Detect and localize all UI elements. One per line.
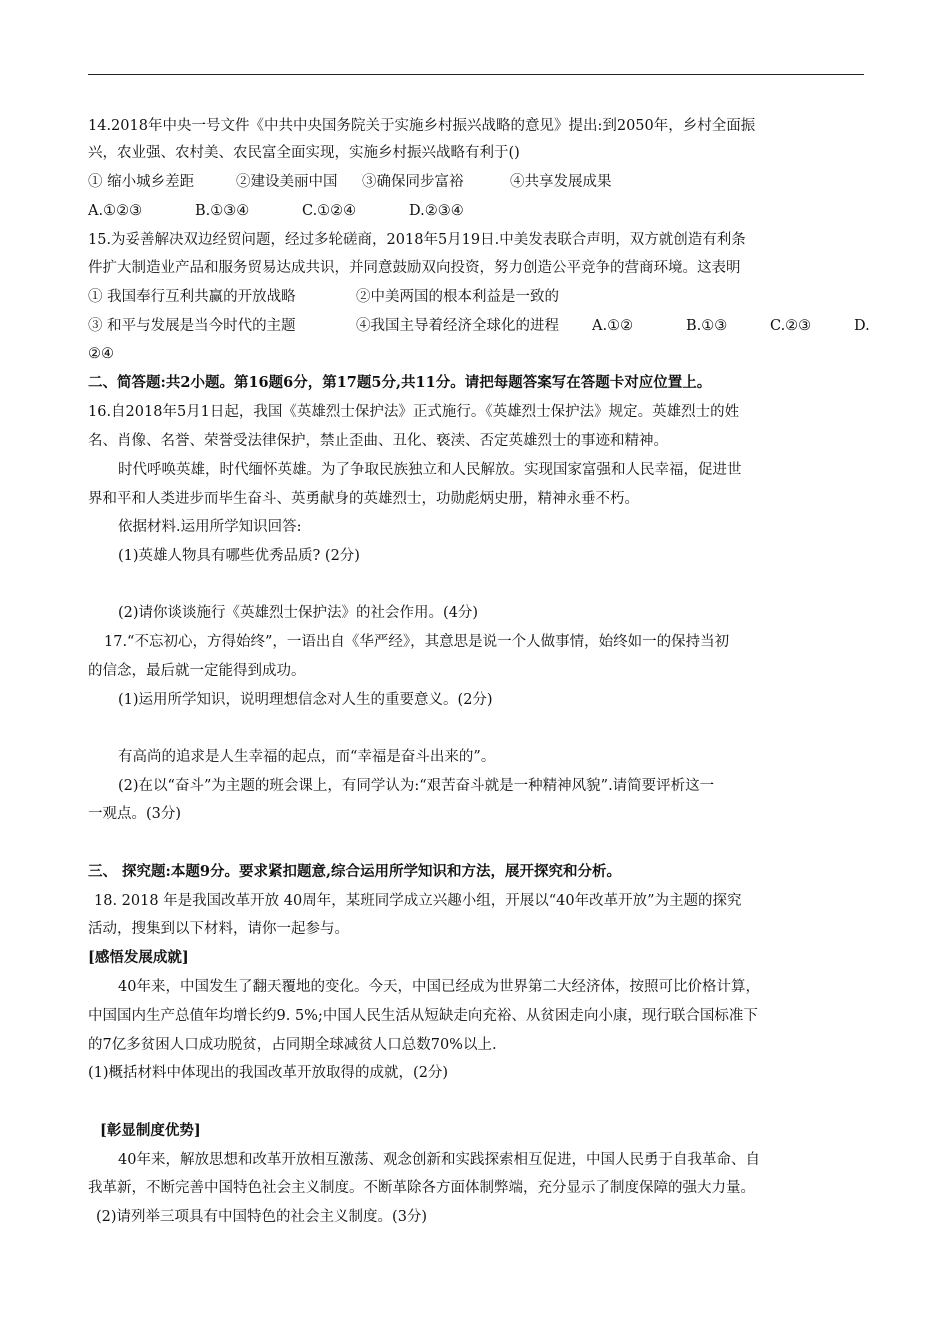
q14-options — [88, 172, 612, 192]
q17-sub2-line2: 一观点。(3分) — [88, 806, 182, 822]
q17-stem-line1: 17.“不忘初心，方得始终”，一语出自《华严经》，其意思是说一个人做事情，始终如一的保持当初 — [104, 634, 730, 650]
q15-options-row2 — [88, 316, 870, 336]
q16-material-line3: 时代呼唤英雄，时代缅怀英雄。为了争取民族独立和人民解放。实现国家富强和人民幸福，促进世 — [118, 462, 742, 478]
q14-choice-a: A.①②③ — [88, 203, 143, 219]
section3-heading: 三、 探究题:本题9分。要求紧扣题意,综合运用所学知识和方法，展开探究和分析。 — [88, 863, 622, 880]
q16-material-line2: 名、肖像、名誉、荣誉受法律保护，禁止歪曲、丑化、亵渎、否定英雄烈士的事迹和精神。 — [88, 433, 668, 449]
q14-stem-line2: 兴，农业强、农村美、农民富全面实现，实施乡村振兴战略有利于() — [88, 145, 520, 161]
q15-choice-b: B.①③ — [686, 318, 728, 334]
q16-material-line1: 16.自2018年5月1日起，我国《英雄烈士保护法》正式施行。《英雄烈士保护法》规定。英雄烈士的姓 — [88, 404, 740, 420]
q18-p1-line1: 40年来，中国发生了翻天覆地的变化。今天，中国已经成为世界第二大经济体，按照可比价格计算， — [118, 979, 760, 995]
q15-stem-line1: 15.为妥善解决双边经贸问题，经过多轮磋商，2018年5月19日.中美发表联合声明，双方就创造有利条 — [88, 232, 746, 248]
q18-sub1: (1)概括材料中体现出的我国改革开放取得的成就，(2分) — [88, 1065, 449, 1081]
q18-p1-line3: 的7亿多贫困人口成功脱贫，占同期全球减贫人口总数70%以上. — [88, 1037, 497, 1053]
q15-option-1: ① 我国奉行互利共赢的开放战略 — [88, 289, 296, 305]
header-rule — [88, 74, 864, 75]
q18-heading-system: [彰显制度优势] — [100, 1122, 201, 1139]
q14-choice-b: B.①③④ — [195, 203, 250, 219]
q17-material: 有高尚的追求是人生幸福的起点，而“幸福是奋斗出来的”。 — [118, 749, 496, 765]
q18-heading-achievements: [感悟发展成就] — [88, 949, 189, 966]
q18-sub2: (2)请列举三项具有中国特色的社会主义制度。(3分) — [96, 1209, 428, 1225]
q14-option-3: ③确保同步富裕 — [362, 174, 464, 190]
q15-choice-d-wrap: ②④ — [88, 346, 114, 362]
q18-stem-line2: 活动，搜集到以下材料，请你一起参与。 — [88, 921, 349, 937]
q15-stem-line2: 件扩大制造业产品和服务贸易达成共识，并同意鼓励双向投资，努力创造公平竞争的营商环境。这表明 — [88, 260, 741, 276]
q18-p1-line2: 中国国内生产总值年均增长约9. 5%;中国人民生活从短缺走向充裕、从贫困走向小康，现行联合国标准下 — [88, 1008, 758, 1024]
q15-choice-a: A.①② — [592, 318, 634, 334]
q14-choice-c: C.①②④ — [302, 203, 357, 219]
q15-choice-d: D. — [854, 318, 870, 334]
q15-option-2: ②中美两国的根本利益是一致的 — [356, 289, 559, 305]
q14-stem-line1: 14.2018年中央一号文件《中共中央国务院关于实施乡村振兴战略的意见》提出:到2050年，乡村全面振 — [88, 118, 756, 134]
q16-sub1: (1)英雄人物具有哪些优秀品质? (2分) — [118, 548, 360, 564]
q17-sub1: (1)运用所学知识，说明理想信念对人生的重要意义。(2分) — [118, 692, 493, 708]
q14-choices — [88, 201, 464, 221]
q14-option-1: ① 缩小城乡差距 — [88, 174, 195, 190]
q15-options-row1 — [88, 287, 559, 307]
q14-choice-d: D.②③④ — [409, 203, 464, 219]
q16-sub2: (2)请你谈谈施行《英雄烈士保护法》的社会作用。(4分) — [118, 605, 479, 621]
q17-stem-line2: 的信念，最后就一定能得到成功。 — [88, 663, 306, 679]
q15-option-4: ④我国主导着经济全球化的进程 — [356, 318, 559, 334]
q18-stem-line1: 18. 2018 年是我国改革开放 40周年，某班同学成立兴趣小组，开展以“40年改革开放”为主题的探究 — [94, 893, 742, 909]
q14-option-2: ②建设美丽中国 — [236, 174, 338, 190]
q18-p2-line1: 40年来，解放思想和改革开放相互激荡、观念创新和实践探索相互促进，中国人民勇于自我革命、自 — [118, 1152, 760, 1168]
q16-prompt: 依据材料.运用所学知识回答: — [118, 519, 302, 535]
section2-heading: 二、简答题:共2小题。第16题6分，第17题5分,共11分。请把每题答案写在答题卡对应位置上。 — [88, 374, 712, 391]
q15-option-3: ③ 和平与发展是当今时代的主题 — [88, 318, 296, 334]
q14-option-4: ④共享发展成果 — [510, 174, 612, 190]
q16-material-line4: 界和平和人类进步而毕生奋斗、英勇献身的英雄烈士，功勋彪炳史册，精神永垂不朽。 — [88, 491, 639, 507]
q17-sub2-line1: (2)在以“奋斗”为主题的班会课上，有同学认为:“艰苦奋斗就是一种精神风貌”.请简要评析这一 — [118, 778, 715, 794]
q18-p2-line2: 我革新，不断完善中国特色社会主义制度。不断革除各方面体制弊端，充分显示了制度保障的强大力量。 — [88, 1180, 755, 1196]
q15-choice-c: C.②③ — [770, 318, 812, 334]
